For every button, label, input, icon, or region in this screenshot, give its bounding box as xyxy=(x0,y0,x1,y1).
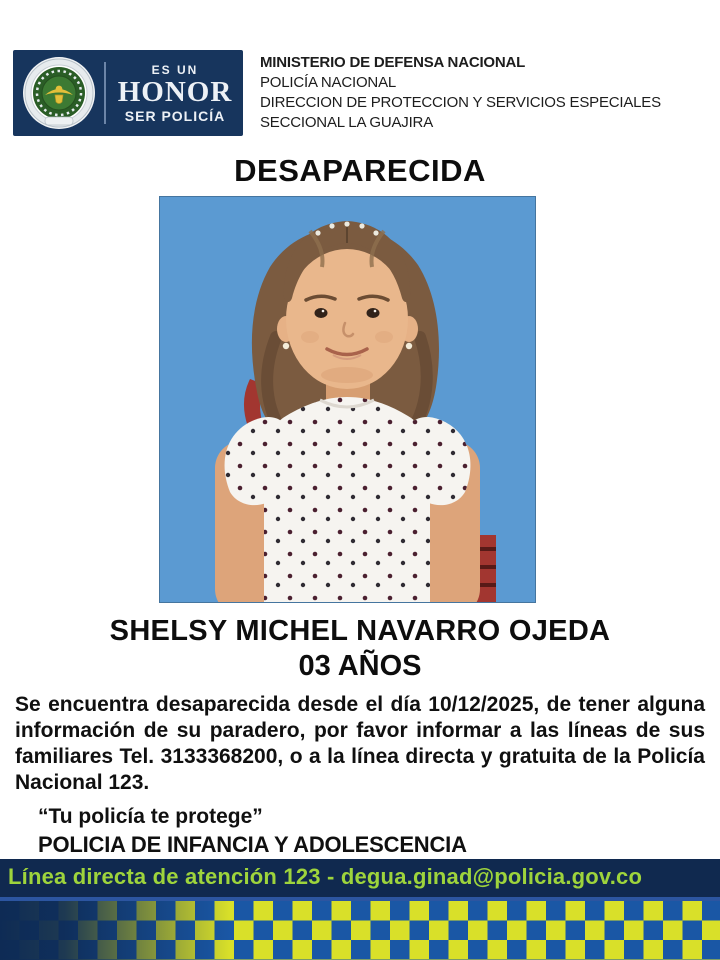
hotline-text: Línea directa de atención 123 - degua.ginad@policia.gov.co xyxy=(8,864,643,889)
status-title: DESAPARECIDA xyxy=(234,153,486,188)
police-logo xyxy=(13,50,243,136)
direction-line: DIRECCION DE PROTECCION Y SERVICIOS ESPECIALES xyxy=(260,94,661,111)
policia-nacional-badge-icon xyxy=(21,55,97,131)
police-checkerboard-pattern xyxy=(0,897,720,960)
missing-person-age: 03 AÑOS xyxy=(298,650,422,682)
sectional-line: SECCIONAL LA GUAJIRA xyxy=(260,114,433,131)
missing-person-photo xyxy=(159,196,536,603)
hotline-bar xyxy=(0,859,720,897)
ministry-line: MINISTERIO DE DEFENSA NACIONAL xyxy=(260,54,526,71)
logo-slogan-line2: HONOR xyxy=(117,75,233,108)
institution-header xyxy=(260,50,661,133)
police-line: POLICÍA NACIONAL xyxy=(260,74,397,91)
missing-person-name: SHELSY MICHEL NAVARRO OJEDA xyxy=(109,615,611,647)
logo-slogan-line3: SER POLICÍA xyxy=(124,107,226,124)
police-slogan: “Tu policía te protege” xyxy=(38,805,263,829)
logo-divider xyxy=(104,62,106,124)
description-text: Se encuentra desaparecida desde el día 10/12/2025, de tener alguna información de su paradero, por favor informar a las líneas de sus familiares Tel. 3133368200, o a la línea directa y gratuita de la Policía Nacional 123. xyxy=(15,693,705,795)
police-unit-name: POLICIA DE INFANCIA Y ADOLESCENCIA xyxy=(38,832,467,858)
logo-slogan xyxy=(115,64,235,123)
header xyxy=(13,50,720,136)
logo-slogan-line1: ES UN xyxy=(151,62,199,77)
